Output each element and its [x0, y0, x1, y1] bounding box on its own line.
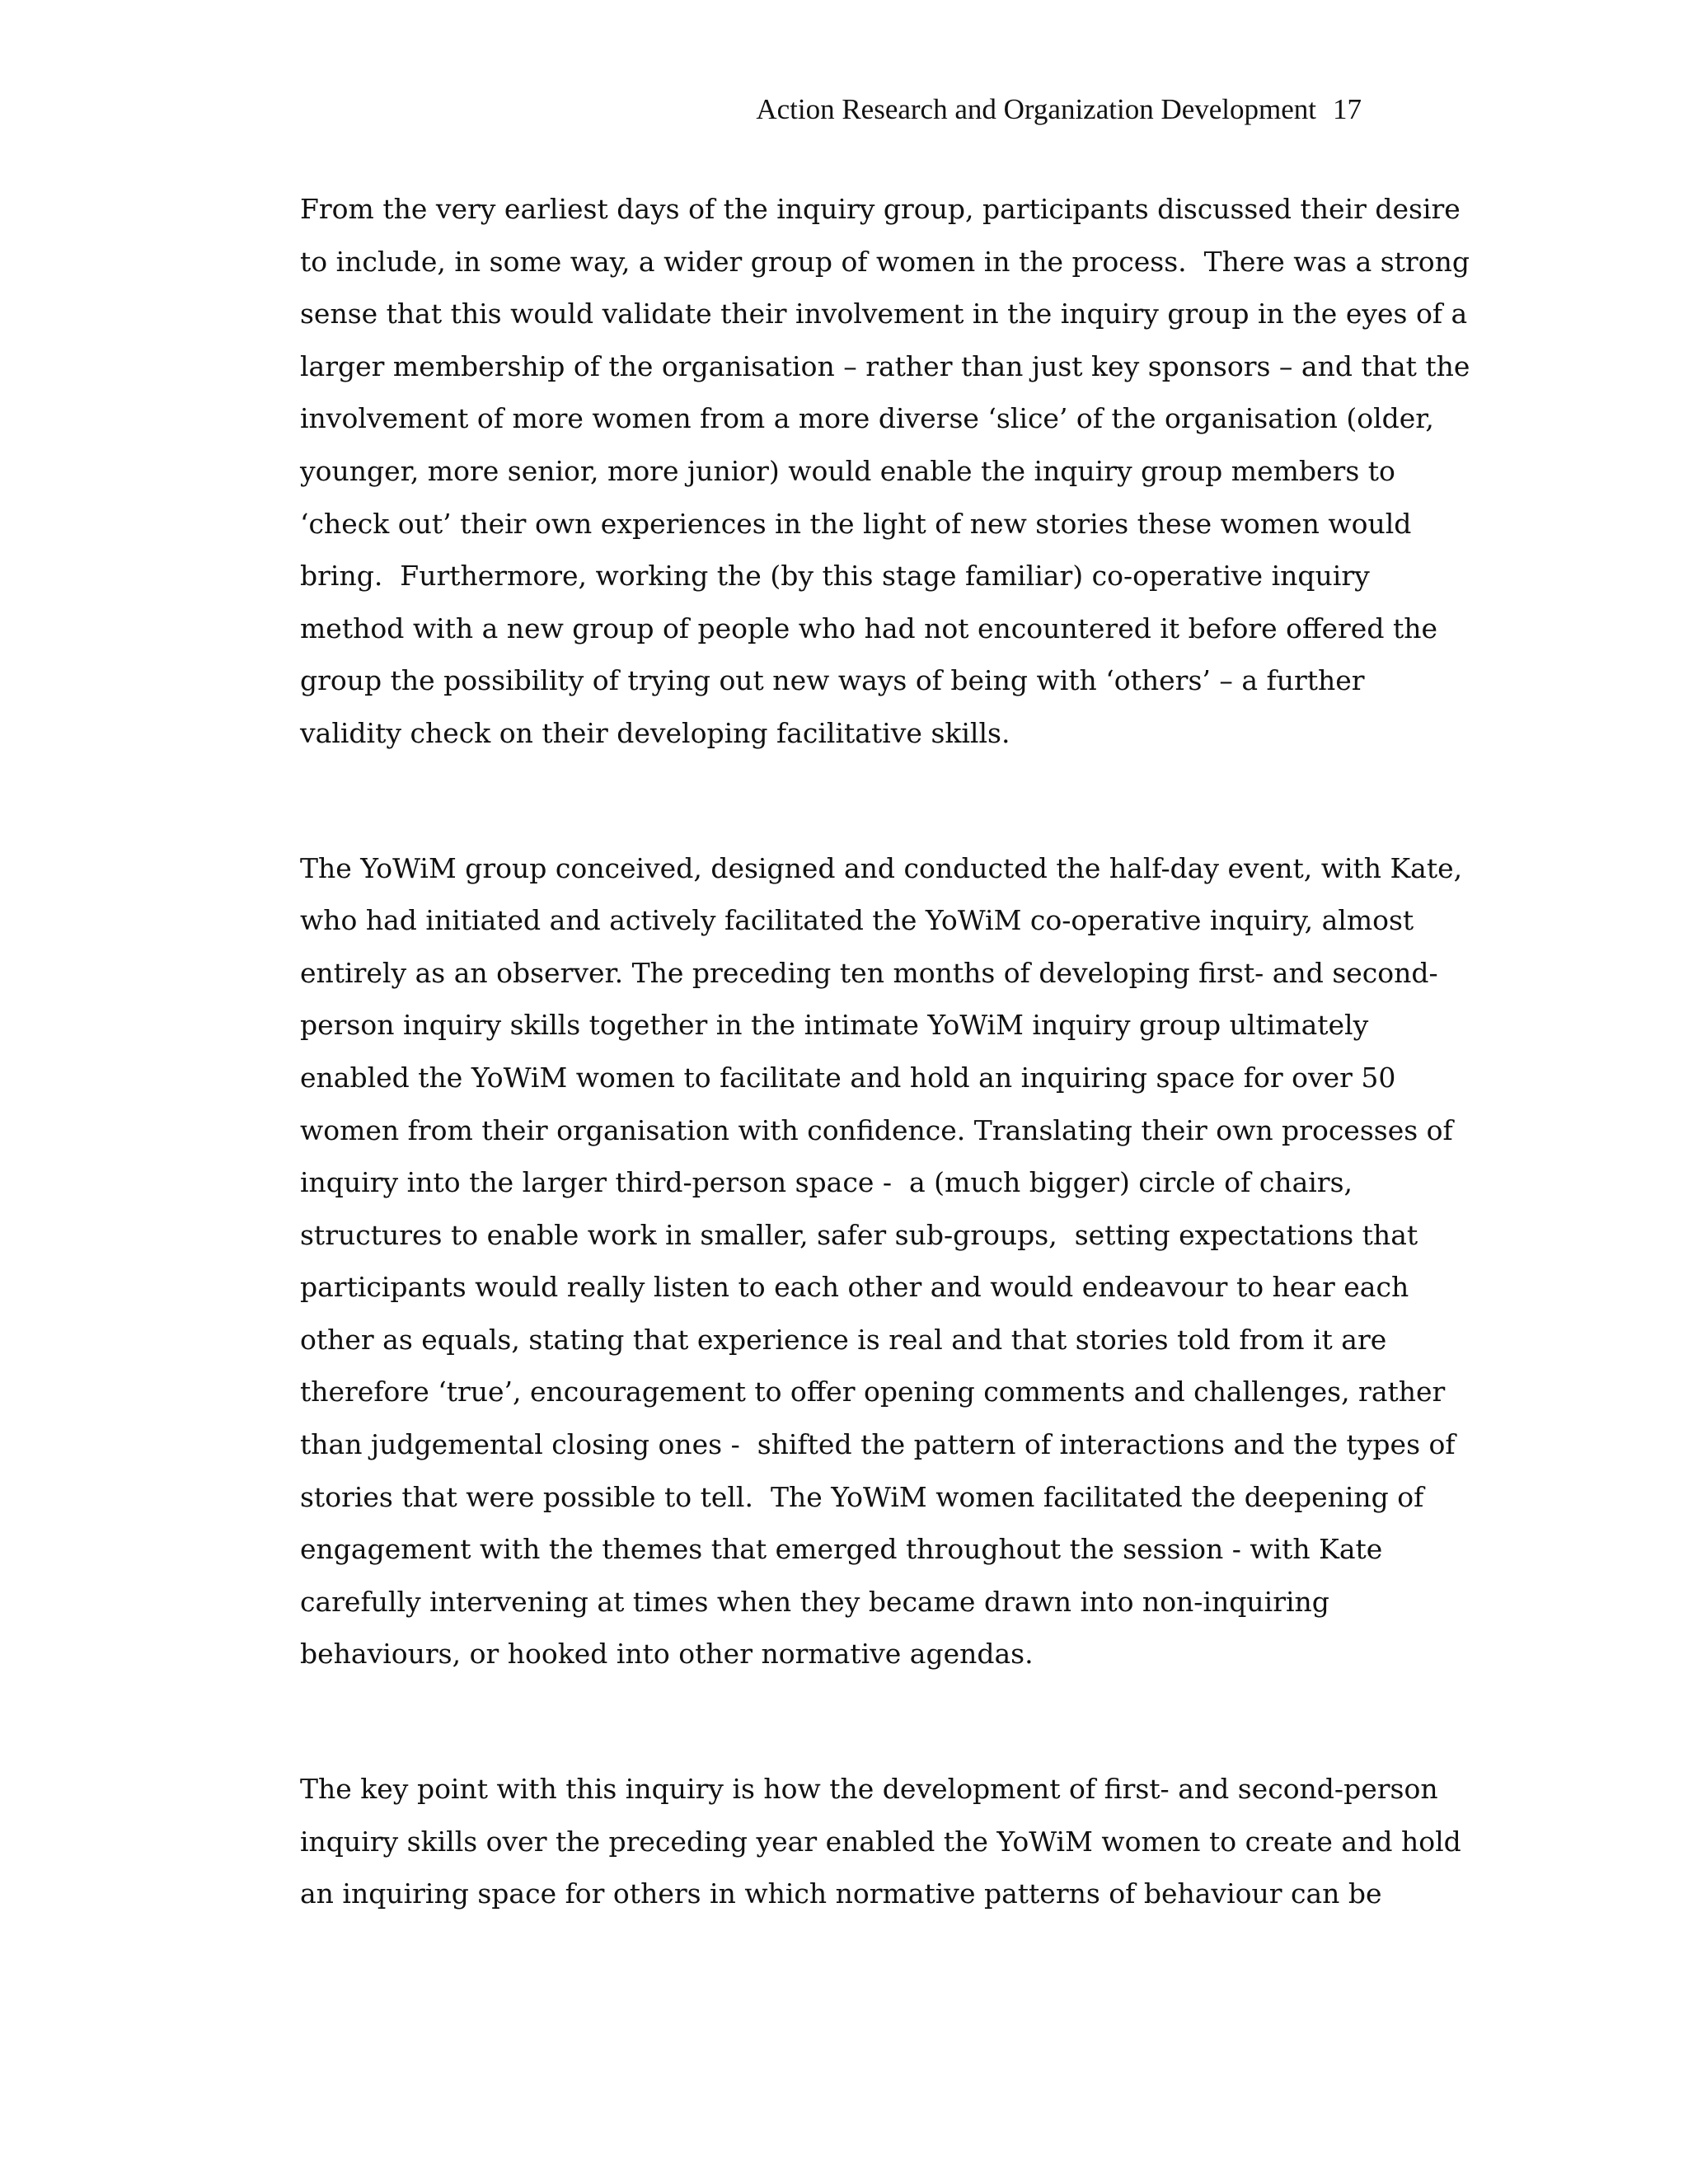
- text-line: behaviours, or hooked into other normative agendas.: [300, 1638, 1034, 1671]
- paragraph-spacer: [300, 1680, 1380, 1763]
- text-line: method with a new group of people who had not encountered it before offered the: [300, 612, 1437, 644]
- paragraph-spacer: [300, 760, 1380, 842]
- text-line: structures to enable work in smaller, safer sub-groups, setting expectations that: [300, 1218, 1418, 1251]
- text-line: younger, more senior, more junior) would enable the inquiry group members to: [300, 454, 1395, 487]
- paragraph-2: [300, 842, 1463, 1681]
- running-title: Action Research and Organization Development: [756, 93, 1316, 125]
- text-line: person inquiry skills together in the intimate YoWiM inquiry group ultimately: [300, 1009, 1369, 1042]
- body-text: [300, 183, 1470, 1920]
- text-line: to include, in some way, a wider group of women in the process. There was a strong: [300, 245, 1470, 278]
- paragraph-1: [300, 183, 1470, 760]
- running-header: [756, 92, 1362, 127]
- text-line: ‘check out’ their own experiences in the light of new stories these women would: [300, 507, 1412, 540]
- text-line: group the possibility of trying out new ways of being with ‘others’ – a further: [300, 664, 1365, 697]
- paragraph-3: [300, 1763, 1461, 1920]
- text-line: The key point with this inquiry is how the development of first- and second-person: [300, 1773, 1438, 1806]
- page-number: 17: [1333, 93, 1362, 125]
- text-line: From the very earliest days of the inquiry group, participants discussed their desire: [300, 193, 1461, 225]
- text-line: The YoWiM group conceived, designed and conducted the half-day event, with Kate,: [300, 851, 1463, 884]
- text-line: engagement with the themes that emerged throughout the session - with Kate: [300, 1533, 1383, 1566]
- text-line: an inquiring space for others in which normative patterns of behaviour can be: [300, 1877, 1382, 1910]
- text-line: women from their organisation with confidence. Translating their own processes of: [300, 1113, 1453, 1146]
- text-line: involvement of more women from a more diverse ‘slice’ of the organisation (older,: [300, 402, 1434, 435]
- text-line: enabled the YoWiM women to facilitate and hold an inquiring space for over 50: [300, 1061, 1396, 1094]
- text-line: inquiry into the larger third-person space - a (much bigger) circle of chairs,: [300, 1166, 1353, 1199]
- text-line: stories that were possible to tell. The YoWiM women facilitated the deepening of: [300, 1480, 1424, 1513]
- text-line: carefully intervening at times when they became drawn into non-inquiring: [300, 1585, 1329, 1618]
- text-line: validity check on their developing facilitative skills.: [300, 716, 1010, 749]
- text-line: participants would really listen to each other and would endeavour to hear each: [300, 1271, 1409, 1304]
- text-line: who had initiated and actively facilitated the YoWiM co-operative inquiry, almost: [300, 904, 1414, 937]
- text-line: bring. Furthermore, working the (by this stage familiar) co-operative inquiry: [300, 560, 1370, 593]
- text-line: than judgemental closing ones - shifted the pattern of interactions and the types of: [300, 1428, 1456, 1461]
- text-line: sense that this would validate their involvement in the inquiry group in the eyes of a: [300, 298, 1468, 330]
- text-line: inquiry skills over the preceding year enabled the YoWiM women to create and hold: [300, 1825, 1461, 1858]
- text-line: larger membership of the organisation – rather than just key sponsors – and that the: [300, 349, 1470, 382]
- text-line: entirely as an observer. The preceding ten months of developing first- and second-: [300, 956, 1438, 989]
- text-line: other as equals, stating that experience is real and that stories told from it are: [300, 1323, 1387, 1356]
- text-line: therefore ‘true’, encouragement to offer opening comments and challenges, rather: [300, 1376, 1446, 1408]
